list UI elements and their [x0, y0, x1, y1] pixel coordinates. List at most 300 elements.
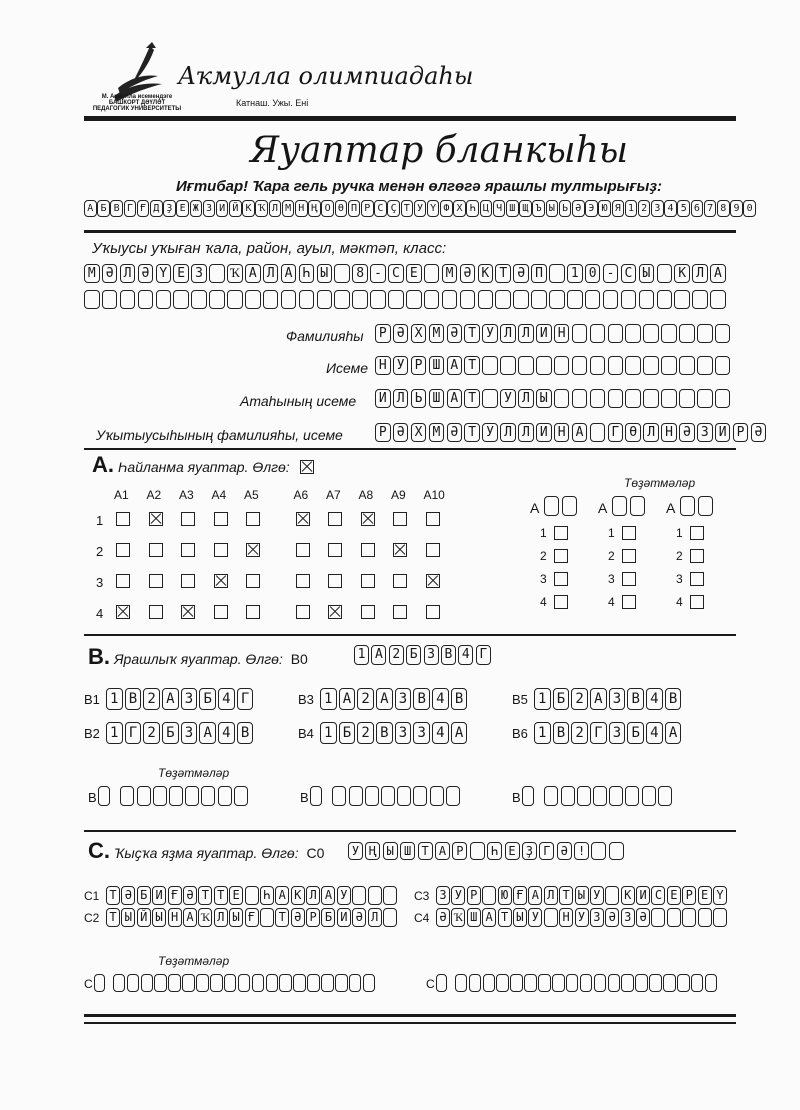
letter-cell: Г [608, 423, 624, 442]
letter-cell: У [528, 908, 542, 927]
answer-checkbox[interactable] [393, 574, 407, 588]
letter-cell: Р [306, 908, 320, 927]
answer-checkbox[interactable] [296, 605, 310, 619]
letter-cell [663, 974, 676, 992]
letter-cell [549, 264, 565, 283]
answer-checkbox[interactable] [296, 574, 310, 588]
sample-letter-cell: 1 [625, 200, 638, 217]
letter-cell: Н [554, 324, 570, 343]
letter-cell: 4 [458, 645, 473, 665]
letter-cell [538, 974, 551, 992]
answer-checkbox[interactable] [246, 512, 260, 526]
column-header: A6 [293, 488, 309, 502]
letter-cell [210, 974, 223, 992]
column-header: A1 [114, 488, 129, 502]
letter-cell: У [482, 423, 498, 442]
letter-cell [234, 786, 248, 806]
answer-checkbox[interactable] [116, 543, 130, 557]
sample-letter-cell: Т [401, 200, 414, 217]
sample-letter-cell: Ү [427, 200, 440, 217]
letter-cell: 2 [389, 645, 404, 665]
letter-cell: У [590, 886, 604, 905]
patronymic-field[interactable] [375, 389, 730, 408]
letter-cell: 0 [585, 264, 601, 283]
letter-cell [496, 974, 509, 992]
answer-checkbox[interactable] [426, 543, 440, 557]
answer-checkbox[interactable] [116, 605, 130, 619]
correction-checkbox[interactable] [690, 526, 704, 540]
letter-cell [406, 290, 422, 309]
correction-number-cell [436, 974, 447, 992]
letter-cell: 4 [646, 722, 663, 744]
answer-checkbox[interactable] [246, 605, 260, 619]
letter-cell [368, 886, 382, 905]
surname-field[interactable] [375, 324, 730, 343]
letter-cell [643, 324, 659, 343]
letter-cell: З [697, 423, 713, 442]
sample-letter-cell: Н [295, 200, 308, 217]
letter-cell [185, 786, 199, 806]
answer-checkbox[interactable] [328, 543, 342, 557]
school-field[interactable] [84, 264, 726, 283]
correction-checkbox[interactable] [690, 549, 704, 563]
letter-cell: А [572, 423, 588, 442]
letter-cell [635, 974, 648, 992]
letter-cell: Ң [365, 842, 380, 860]
answer-checkbox[interactable] [426, 574, 440, 588]
letter-cell: А [447, 389, 463, 408]
letter-cell: Л [393, 389, 409, 408]
section-c-corrections-label: Төҙәтмәләр [158, 954, 230, 968]
letter-cell: К [478, 264, 494, 283]
answer-checkbox[interactable] [214, 605, 228, 619]
letter-cell: Н [559, 908, 573, 927]
correction-number-cell[interactable] [680, 496, 695, 516]
letter-cell [715, 356, 731, 375]
letter-cell [594, 974, 607, 992]
correction-checkbox[interactable] [554, 549, 568, 563]
letter-cell: Һ [487, 842, 502, 860]
answer-checkbox[interactable] [328, 574, 342, 588]
letter-cell: 4 [218, 722, 235, 744]
answer-field[interactable] [106, 722, 253, 744]
section-c-corrections [84, 974, 744, 998]
letter-cell [715, 389, 731, 408]
answer-checkbox[interactable] [181, 605, 195, 619]
letter-cell: Ш [429, 389, 445, 408]
school-field-line2[interactable] [84, 290, 726, 309]
letter-cell [572, 356, 588, 375]
answer-field[interactable] [534, 688, 681, 710]
answer-checkbox[interactable] [116, 574, 130, 588]
letter-cell [469, 974, 482, 992]
section-c-answers [84, 886, 744, 936]
correction-number-cell [98, 786, 110, 806]
letter-cell [544, 786, 558, 806]
sample-letter-cell: Ш [506, 200, 519, 217]
rule-5 [84, 1014, 736, 1017]
correction-checkbox[interactable] [554, 595, 568, 609]
letter-cell: И [536, 324, 552, 343]
letter-cell [266, 974, 279, 992]
letter-cell: З [413, 722, 430, 744]
letter-cell: Ь [411, 389, 427, 408]
section-c-title: Ҡыҫҡа яҙма яуаптар. Өлгө: [114, 845, 299, 861]
letter-cell: З [436, 886, 450, 905]
olympiad-name: Аҡмулла олимпиадаһы [178, 62, 474, 90]
letter-cell [657, 264, 673, 283]
sample-letter-cell: Ә [572, 200, 585, 217]
letter-cell [334, 290, 350, 309]
correction-prefix: A [530, 500, 540, 516]
correction-number-cell[interactable] [612, 496, 627, 516]
letter-cell: Л [544, 886, 558, 905]
answer-label: C4 [414, 911, 430, 925]
letter-cell: Ә [513, 264, 529, 283]
letter-cell [642, 786, 656, 806]
sample-letter-cell: Ъ [532, 200, 545, 217]
answer-checkbox[interactable] [181, 574, 195, 588]
letter-cell: А [710, 264, 726, 283]
letter-cell: Ә [447, 423, 463, 442]
answer-checkbox[interactable] [426, 512, 440, 526]
sample-letter-cell: 2 [638, 200, 651, 217]
letter-cell [335, 974, 348, 992]
letter-cell [713, 908, 727, 927]
letter-cell [625, 324, 641, 343]
answer-checkbox[interactable] [296, 512, 310, 526]
letter-cell: ! [574, 842, 589, 860]
letter-cell: Ә [447, 324, 463, 343]
correction-number-cell[interactable] [630, 496, 645, 516]
correction-checkbox[interactable] [690, 595, 704, 609]
correction-prefix: B [512, 790, 521, 805]
sample-letter-cell: А [84, 200, 97, 217]
answer-checkbox[interactable] [214, 574, 228, 588]
letter-cell: И [337, 908, 351, 927]
sample-letter-cell: Ҫ [387, 200, 400, 217]
answer-checkbox[interactable] [149, 605, 163, 619]
letter-cell: Т [418, 842, 433, 860]
letter-cell: Л [263, 264, 279, 283]
letter-cell [153, 786, 167, 806]
answer-field[interactable] [106, 688, 253, 710]
letter-cell [470, 842, 485, 860]
letter-cell [649, 974, 662, 992]
correction-field[interactable] [522, 786, 672, 806]
letter-cell: Б [137, 886, 151, 905]
letter-cell: Ә [393, 423, 409, 442]
answer-field[interactable] [436, 886, 727, 905]
answer-checkbox[interactable] [116, 512, 130, 526]
letter-cell [603, 290, 619, 309]
answer-field[interactable] [436, 908, 727, 927]
letter-cell [590, 356, 606, 375]
answer-checkbox[interactable] [246, 543, 260, 557]
column-header: A5 [244, 488, 259, 502]
letter-cell: Ә [605, 908, 619, 927]
letter-cell [572, 324, 588, 343]
form-title: Яуаптар бланкыһы [250, 130, 629, 171]
letter-cell [224, 974, 237, 992]
letter-cell [483, 974, 496, 992]
letter-cell: В [413, 688, 430, 710]
section-b-sample-prefix: B0 [290, 651, 308, 667]
name-field[interactable] [375, 356, 730, 375]
row-label: 3 [96, 575, 104, 590]
letter-cell [383, 886, 397, 905]
sample-letter-cell: 7 [704, 200, 717, 217]
correction-checkbox[interactable] [622, 549, 636, 563]
correction-row-label: 2 [676, 549, 683, 563]
letter-cell: У [482, 324, 498, 343]
correction-number-cell [94, 974, 105, 992]
answer-field[interactable] [106, 886, 397, 905]
letter-cell [218, 786, 232, 806]
letter-cell [580, 974, 593, 992]
letter-cell [191, 290, 207, 309]
teacher-field[interactable] [375, 423, 766, 442]
letter-cell: Н [168, 908, 182, 927]
letter-cell: М [442, 264, 458, 283]
letter-cell: Л [306, 886, 320, 905]
letter-cell: 4 [432, 688, 449, 710]
letter-cell [201, 786, 215, 806]
letter-cell: Ы [639, 264, 655, 283]
letter-cell: Ы [317, 264, 333, 283]
letter-cell: Н [661, 423, 677, 442]
letter-cell: Е [667, 886, 681, 905]
answer-checkbox[interactable] [361, 543, 375, 557]
letter-cell [424, 290, 440, 309]
answer-checkbox[interactable] [328, 605, 342, 619]
letter-cell: Ә [121, 886, 135, 905]
letter-cell: Ә [679, 423, 695, 442]
letter-cell: В [553, 722, 570, 744]
letter-cell: В [237, 722, 254, 744]
letter-cell: Б [339, 722, 356, 744]
answer-checkbox[interactable] [361, 605, 375, 619]
answer-checkbox[interactable] [296, 543, 310, 557]
letter-cell: 2 [571, 688, 588, 710]
correction-row-label: 4 [540, 595, 547, 609]
letter-cell: Г [476, 645, 491, 665]
answer-label: B1 [84, 692, 100, 707]
letter-cell [321, 974, 334, 992]
answer-checkbox[interactable] [181, 543, 195, 557]
answer-field[interactable] [534, 722, 681, 744]
letter-cell [705, 974, 718, 992]
letter-cell: Ш [467, 908, 481, 927]
letter-cell: Т [106, 908, 120, 927]
letter-cell: Р [411, 356, 427, 375]
answer-checkbox[interactable] [214, 512, 228, 526]
letter-cell [715, 324, 731, 343]
answer-checkbox[interactable] [149, 512, 163, 526]
letter-cell [625, 389, 641, 408]
rule-4 [84, 830, 736, 832]
answer-checkbox[interactable] [246, 574, 260, 588]
letter-cell [442, 290, 458, 309]
sample-letter-cell: Д [150, 200, 163, 217]
letter-cell [120, 290, 136, 309]
answer-field[interactable] [320, 722, 467, 744]
letter-cell [591, 842, 606, 860]
letter-cell: К [621, 886, 635, 905]
letter-cell: 4 [646, 688, 663, 710]
sample-letter-cell: З [203, 200, 216, 217]
letter-cell: Б [199, 688, 216, 710]
correction-checkbox[interactable] [622, 572, 636, 586]
letter-cell [332, 786, 346, 806]
letter-cell: Е [173, 264, 189, 283]
letter-cell [697, 356, 713, 375]
letter-cell: У [337, 886, 351, 905]
letter-cell [609, 786, 623, 806]
letter-cell: К [674, 264, 690, 283]
letter-cell [154, 974, 167, 992]
letter-cell: Р [733, 423, 749, 442]
letter-cell: У [393, 356, 409, 375]
letter-cell [590, 423, 606, 442]
answer-checkbox[interactable] [361, 574, 375, 588]
answer-label: C2 [84, 911, 100, 925]
letter-cell: Р [682, 886, 696, 905]
letter-cell [585, 290, 601, 309]
letter-cell [370, 290, 386, 309]
letter-cell [697, 324, 713, 343]
row-label: 4 [96, 606, 104, 621]
correction-number-cell[interactable] [698, 496, 713, 516]
letter-cell [710, 290, 726, 309]
correction-checkbox[interactable] [622, 595, 636, 609]
letter-cell: А [376, 688, 393, 710]
letter-cell [651, 908, 665, 927]
correction-field[interactable] [310, 786, 460, 806]
correction-checkbox[interactable] [554, 572, 568, 586]
correction-prefix: C [426, 977, 435, 991]
correction-checkbox[interactable] [690, 572, 704, 586]
correction-row-label: 3 [540, 572, 547, 586]
letter-cell: 1 [534, 688, 551, 710]
letter-cell: В [627, 688, 644, 710]
correction-checkbox[interactable] [554, 526, 568, 540]
answer-field[interactable] [320, 688, 467, 710]
letter-cell [383, 908, 397, 927]
answer-checkbox[interactable] [393, 605, 407, 619]
letter-cell [643, 389, 659, 408]
letter-cell [260, 908, 274, 927]
letter-cell: И [152, 886, 166, 905]
letter-cell: Т [464, 324, 480, 343]
answer-label: B6 [512, 726, 528, 741]
answer-label: B3 [298, 692, 314, 707]
letter-cell: В [376, 722, 393, 744]
letter-cell [120, 786, 134, 806]
answer-checkbox[interactable] [149, 574, 163, 588]
answer-checkbox[interactable] [426, 605, 440, 619]
letter-cell [299, 290, 315, 309]
sample-letter-cell: Ы [546, 200, 559, 217]
letter-cell: Й [137, 908, 151, 927]
correction-row-label: 1 [540, 526, 547, 540]
letter-cell: Һ [299, 264, 315, 283]
correction-checkbox[interactable] [622, 526, 636, 540]
letter-cell: Е [505, 842, 520, 860]
letter-cell [141, 974, 154, 992]
letter-cell: Ы [121, 908, 135, 927]
sample-letter-cell: Ж [190, 200, 203, 217]
sample-letter-cell: Й [229, 200, 242, 217]
letter-cell [127, 974, 140, 992]
letter-cell: У [348, 842, 363, 860]
answer-checkbox[interactable] [393, 512, 407, 526]
letter-cell: - [370, 264, 386, 283]
letter-cell: В [441, 645, 456, 665]
answer-checkbox[interactable] [149, 543, 163, 557]
header-rule [84, 116, 736, 121]
sample-letter-cell: Щ [519, 200, 532, 217]
letter-cell [169, 786, 183, 806]
letter-cell: Р [375, 423, 391, 442]
answer-checkbox[interactable] [181, 512, 195, 526]
correction-number-cell[interactable] [544, 496, 559, 516]
correction-field[interactable] [98, 786, 248, 806]
sample-letter-cell: П [348, 200, 361, 217]
answer-label: B4 [298, 726, 314, 741]
letter-cell: Т [275, 908, 289, 927]
answer-checkbox[interactable] [361, 512, 375, 526]
section-b-letter: B. [88, 644, 110, 669]
letter-cell: Ү [156, 264, 172, 283]
letter-cell: Ҡ [451, 908, 465, 927]
letter-cell [657, 290, 673, 309]
letter-cell: Ә [636, 908, 650, 927]
section-a-heading [92, 452, 314, 478]
letter-cell: Ы [152, 908, 166, 927]
letter-cell [446, 786, 460, 806]
correction-field[interactable] [436, 974, 717, 992]
letter-cell: 3 [395, 688, 412, 710]
letter-cell: Л [692, 264, 708, 283]
letter-cell [658, 786, 672, 806]
letter-cell: Ә [436, 908, 450, 927]
letter-cell [424, 264, 440, 283]
letter-cell: А [339, 688, 356, 710]
letter-cell: С [388, 264, 404, 283]
correction-number-cell[interactable] [562, 496, 577, 516]
letter-cell: А [665, 722, 682, 744]
answer-field[interactable] [106, 908, 397, 927]
letter-cell: А [371, 645, 386, 665]
letter-cell: Ә [138, 264, 154, 283]
letter-cell [552, 974, 565, 992]
sample-letter-cell: Ц [480, 200, 493, 217]
letter-cell [245, 886, 259, 905]
letter-cell: Л [518, 389, 534, 408]
sample-letter-cell: 0 [743, 200, 756, 217]
letter-cell: А [435, 842, 450, 860]
answer-grid-a [90, 488, 450, 628]
letter-cell [518, 356, 534, 375]
letter-cell: А [162, 688, 179, 710]
correction-row-label: 1 [608, 526, 615, 540]
teacher-label: Уҡытыусыһының фамилияһы, исеме [96, 427, 343, 443]
correction-field[interactable] [94, 974, 375, 992]
answer-checkbox[interactable] [214, 543, 228, 557]
answer-checkbox[interactable] [328, 512, 342, 526]
answer-checkbox[interactable] [393, 543, 407, 557]
